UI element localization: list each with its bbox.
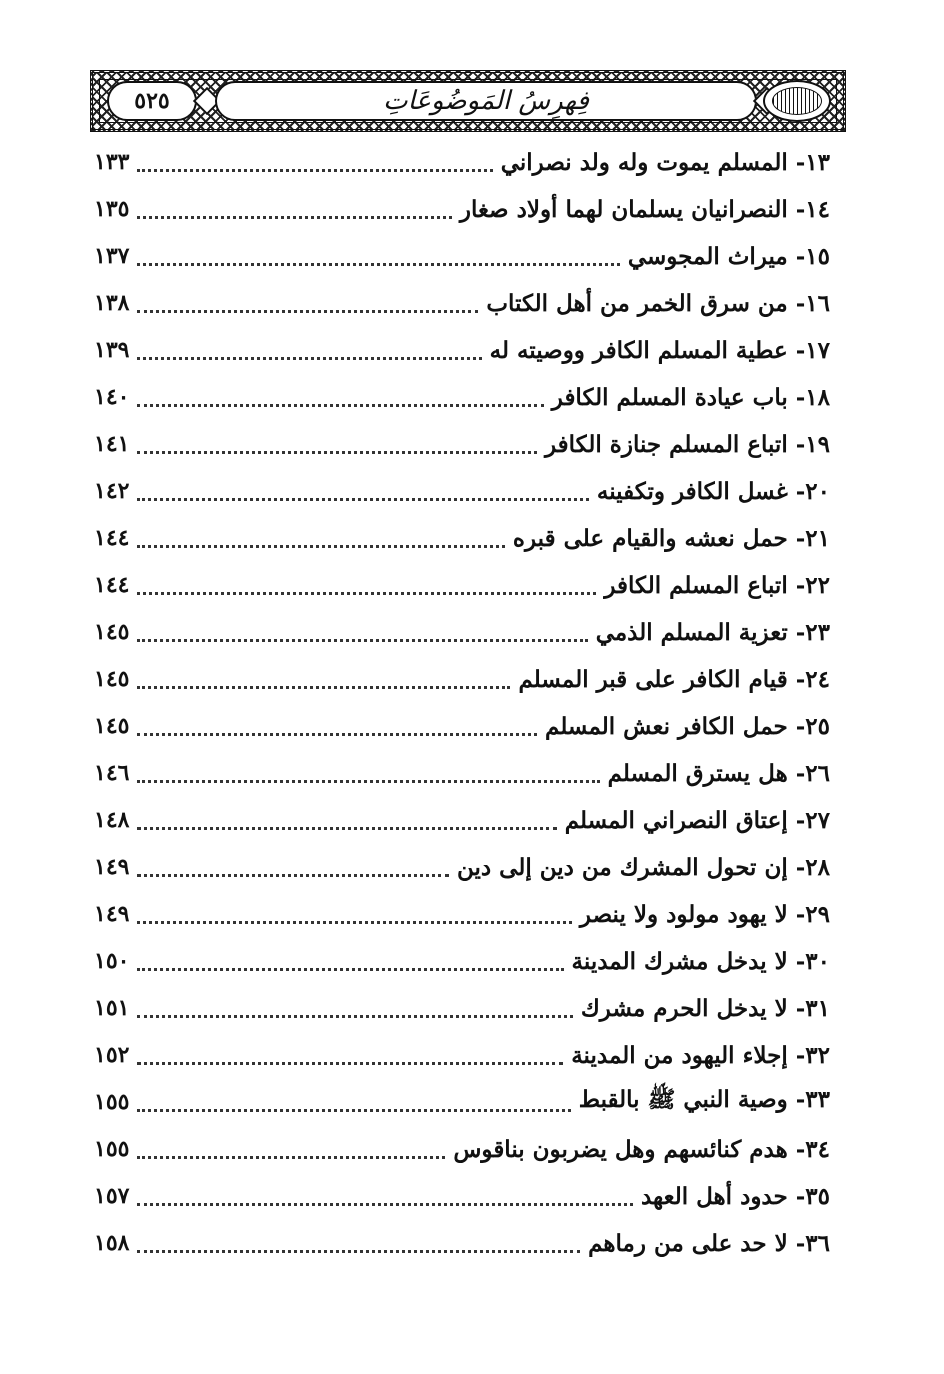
toc-entry-title: ٢٥- حمل الكافر نعش المسلم [545, 712, 830, 740]
dot-leader [137, 1203, 633, 1206]
toc-entry-page: ١٤٠ [94, 384, 130, 410]
toc-row [94, 142, 830, 182]
toc-row [94, 1082, 830, 1122]
toc-entry-title: ٣١- لا يدخل الحرم مشرك [580, 994, 830, 1022]
toc-entry-page: ١٥٠ [94, 948, 130, 974]
dot-leader [137, 263, 619, 266]
toc-entry-title: ١٩- اتباع المسلم جنازة الكافر [544, 430, 830, 458]
toc-row [94, 753, 830, 793]
toc-row [94, 1129, 830, 1169]
toc-entry-page: ١٣٨ [94, 290, 130, 316]
toc-entry-page: ١٤٩ [94, 901, 130, 927]
toc-row [94, 189, 830, 229]
dot-leader [137, 592, 596, 595]
toc-row [94, 706, 830, 746]
toc-entry-title: ٣٣- وصية النبي ﷺ بالقبط [578, 1086, 830, 1113]
dot-leader [137, 1015, 572, 1018]
dot-leader [137, 216, 451, 219]
toc-row [94, 659, 830, 699]
toc-entry-page: ١٤٤ [94, 525, 130, 551]
dot-leader [137, 639, 587, 642]
toc-entry-title: ٢٤- قيام الكافر على قبر المسلم [518, 665, 830, 693]
dot-leader [137, 1250, 580, 1253]
toc-entry-page: ١٤٤ [94, 572, 130, 598]
toc-entry-title: ٢٧- إعتاق النصراني المسلم [564, 806, 830, 834]
page-number: ٥٢٥ [134, 88, 170, 114]
toc-entry-title: ٣٢- إجلاء اليهود من المدينة [571, 1041, 830, 1069]
toc-entry-page: ١٥١ [94, 995, 130, 1021]
toc-entry-title: ٢٠- غسل الكافر وتكفينه [596, 477, 830, 505]
toc-row [94, 612, 830, 652]
dot-leader [137, 451, 537, 454]
toc-row [94, 800, 830, 840]
toc-entry-title: ١٨- باب عيادة المسلم الكافر [551, 383, 830, 411]
dot-leader [137, 1109, 570, 1112]
toc-entry-page: ١٥٥ [94, 1089, 130, 1115]
toc-entry-title: ١٧- عطية المسلم الكافر ووصيته له [489, 336, 830, 364]
dot-leader [137, 169, 492, 172]
dot-leader [137, 1156, 445, 1159]
toc-row [94, 894, 830, 934]
toc-row [94, 424, 830, 464]
toc-entry-title: ١٣- المسلم يموت وله ولد نصراني [500, 148, 830, 176]
toc-entry-page: ١٤٥ [94, 619, 130, 645]
toc-row [94, 518, 830, 558]
toc-entry-page: ١٣٩ [94, 337, 130, 363]
dot-leader [137, 968, 563, 971]
toc-row [94, 988, 830, 1028]
toc-entry-title: ٢٨- إن تحول المشرك من دين إلى دين [457, 853, 830, 881]
toc-entry-page: ١٤٦ [94, 760, 130, 786]
page-title: فِهرِسُ المَوضُوعَاتِ [383, 86, 589, 116]
toc-row [94, 1176, 830, 1216]
toc-entry-page: ١٥٨ [94, 1230, 130, 1256]
toc-entry-title: ٢٩- لا يهود مولود ولا ينصر [579, 900, 830, 928]
toc-entry-title: ١٥- ميراث المجوسي [627, 242, 830, 270]
toc-entry-page: ١٥٧ [94, 1183, 130, 1209]
toc-entry-title: ٢٦- هل يسترق المسلم [607, 759, 830, 787]
dot-leader [137, 686, 510, 689]
toc-entry-title: ٢١- حمل نعشه والقيام على قبره [512, 524, 830, 552]
toc-row [94, 565, 830, 605]
dot-leader [137, 874, 449, 877]
toc-row [94, 1035, 830, 1075]
toc-row [94, 941, 830, 981]
dot-leader [137, 357, 481, 360]
toc-entry-page: ١٥٥ [94, 1136, 130, 1162]
toc-entry-page: ١٣٥ [94, 196, 130, 222]
dot-leader [137, 827, 556, 830]
dot-leader [137, 404, 543, 407]
toc-entry-page: ١٤٥ [94, 666, 130, 692]
toc-entry-page: ١٤٢ [94, 478, 130, 504]
dot-leader [137, 921, 571, 924]
toc-entry-title: ١٦- من سرق الخمر من أهل الكتاب [486, 289, 830, 317]
toc-row [94, 330, 830, 370]
dot-leader [137, 780, 599, 783]
toc-entry-title: ٢٢- اتباع المسلم الكافر [604, 571, 830, 599]
dot-leader [137, 545, 504, 548]
dot-leader [137, 498, 588, 501]
dot-leader [137, 310, 478, 313]
dot-leader [137, 1062, 563, 1065]
toc-row [94, 1223, 830, 1263]
toc-entry-page: ١٤٩ [94, 854, 130, 880]
dot-leader [137, 733, 537, 736]
toc-entry-page: ١٤١ [94, 431, 130, 457]
toc-row [94, 471, 830, 511]
toc-entry-title: ٣٥- حدود أهل العهد [640, 1182, 830, 1210]
toc-entry-page: ١٤٨ [94, 807, 130, 833]
toc-row [94, 377, 830, 417]
toc-entry-page: ١٣٧ [94, 243, 130, 269]
toc-entry-title: ١٤- النصرانيان يسلمان لهما أولاد صغار [459, 195, 830, 223]
toc-row [94, 847, 830, 887]
toc-entry-title: ٣٦- لا حد على من رماهم [588, 1229, 830, 1257]
toc-entry-title: ٣٠- لا يدخل مشرك المدينة [571, 947, 830, 975]
toc-row [94, 283, 830, 323]
toc-row [94, 236, 830, 276]
toc-entry-title: ٣٤- هدم كنائسهم وهل يضربون بناقوس [453, 1135, 830, 1163]
toc-entry-page: ١٥٢ [94, 1042, 130, 1068]
toc-entry-title: ٢٣- تعزية المسلم الذمي [595, 618, 830, 646]
toc-entry-page: ١٣٣ [94, 149, 130, 175]
toc-entry-page: ١٤٥ [94, 713, 130, 739]
